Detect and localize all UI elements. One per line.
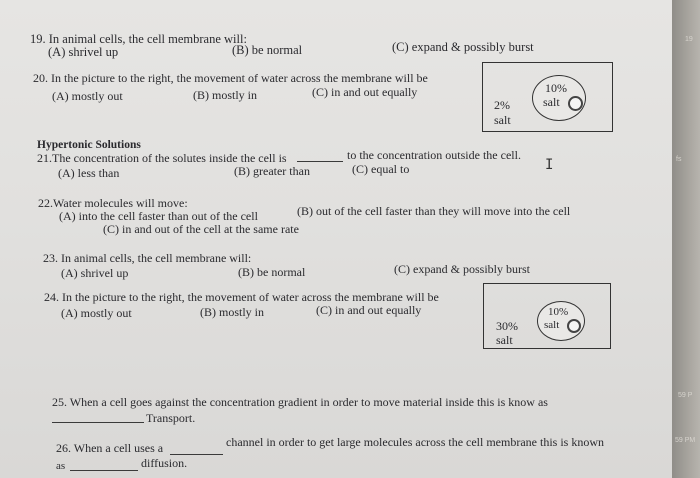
- section-heading: Hypertonic Solutions: [37, 139, 141, 151]
- q22-option-a: (A) into the cell faster than out of the cell: [59, 209, 258, 223]
- fig1-inside-label: salt: [543, 95, 560, 109]
- animal-cell: [532, 75, 586, 121]
- edge-mark: 59 P: [678, 392, 693, 399]
- edge-mark: 19: [685, 36, 693, 43]
- q26-tail: diffusion.: [141, 456, 188, 470]
- q25-tail: Transport.: [146, 411, 196, 425]
- edge-mark: fs: [676, 156, 682, 163]
- nucleus: [568, 96, 583, 111]
- q24-stem: 24. In the picture to the right, the movement of water across the membrane will be: [44, 290, 439, 304]
- fig1-outside-label: salt: [494, 113, 511, 127]
- q22-option-b: (B) out of the cell faster than they will move into the cell: [297, 204, 571, 218]
- q26-stem: 26. When a cell uses a: [56, 441, 164, 455]
- q20-option-a: (A) mostly out: [52, 89, 123, 103]
- q21-stem: 21.The concentration of the solutes inside the cell is: [37, 151, 287, 165]
- q26-answer-blank-2: [70, 460, 138, 471]
- q21-stem-continued: to the concentration outside the cell.: [347, 148, 521, 162]
- q21-option-c: (C) equal to: [352, 162, 410, 176]
- q19-option-b: (B) be normal: [232, 43, 303, 57]
- figure-2-percent-solution: [482, 62, 613, 132]
- q23-option-c: (C) expand & possibly burst: [394, 262, 530, 276]
- fig1-inside-percent: 10%: [545, 81, 567, 95]
- q25-answer-blank: [52, 412, 144, 423]
- animal-cell: [537, 301, 585, 341]
- q25-stem: 25. When a cell goes against the concentration gradient in order to move material inside this is know as: [52, 395, 548, 409]
- q19-stem: 19. In animal cells, the cell membrane will:: [30, 32, 247, 46]
- nucleus: [567, 319, 581, 333]
- q23-option-a: (A) shrivel up: [61, 266, 129, 280]
- q20-stem: 20. In the picture to the right, the movement of water across the membrane will be: [33, 71, 428, 85]
- text-cursor-icon: I: [545, 157, 554, 173]
- fig1-outside-percent: 2%: [494, 98, 510, 112]
- q24-option-c: (C) in and out equally: [316, 303, 422, 317]
- q23-stem: 23. In animal cells, the cell membrane will:: [43, 251, 252, 265]
- fig2-inside-label: salt: [544, 319, 560, 331]
- q19-option-a: (A) shrivel up: [48, 45, 119, 59]
- edge-mark: 59 PM: [675, 437, 696, 444]
- fig2-outside-percent: 30%: [496, 319, 518, 333]
- q26-as: as: [56, 460, 66, 472]
- q23-option-b: (B) be normal: [238, 265, 306, 279]
- q22-stem: 22.Water molecules will move:: [38, 196, 188, 210]
- fig2-outside-label: salt: [496, 333, 513, 347]
- q19-option-c: (C) expand & possibly burst: [392, 40, 534, 54]
- q20-option-b: (B) mostly in: [193, 88, 258, 102]
- q21-answer-blank: [297, 151, 343, 162]
- q20-option-c: (C) in and out equally: [312, 85, 418, 99]
- q24-option-a: (A) mostly out: [61, 306, 132, 320]
- fig2-inside-percent: 10%: [548, 306, 569, 318]
- q24-option-b: (B) mostly in: [200, 305, 265, 319]
- background-edge: [672, 0, 700, 478]
- q21-option-b: (B) greater than: [234, 164, 310, 178]
- figure-30-percent-solution: [483, 283, 611, 349]
- q21-option-a: (A) less than: [58, 166, 120, 180]
- q22-option-c: (C) in and out of the cell at the same rate: [103, 222, 299, 236]
- q26-stem-continued: channel in order to get large molecules across the cell membrane this is known: [226, 435, 604, 449]
- q26-answer-blank-1: [170, 444, 223, 455]
